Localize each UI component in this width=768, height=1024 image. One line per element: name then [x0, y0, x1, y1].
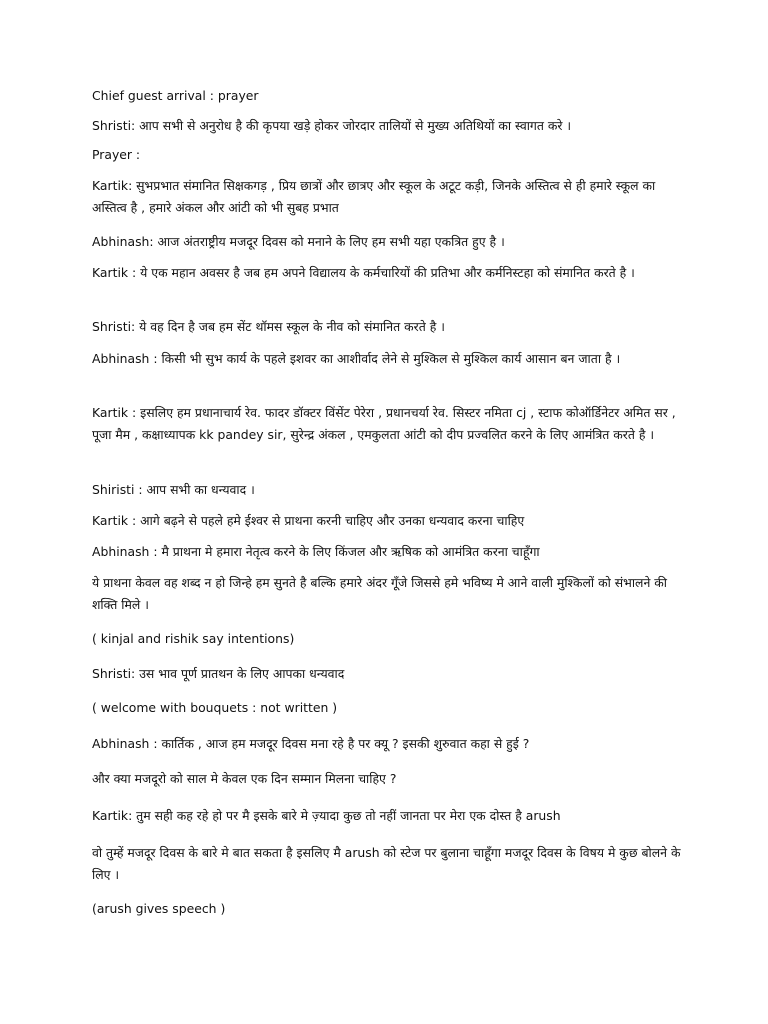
paragraph-workers-respect-question: और क्या मजदूरो को साल मे केवल एक दिन सम्मान मिलना चाहिए ?	[92, 771, 397, 786]
paragraph-abhinash-question: Abhinash : कार्तिक , आज हम मजदूर दिवस मना रहे है पर क्यू ? इसकी शुरुवात कहा से हुई ?	[92, 736, 530, 751]
paragraph-arush-speech: (arush gives speech )	[92, 901, 226, 916]
paragraph-chief-guest-arrival: Chief guest arrival : prayer	[92, 88, 259, 103]
paragraph-kinjal-rishik-intentions: ( kinjal and rishik say intentions)	[92, 631, 295, 646]
paragraph-kartik-before-moving: Kartik : आगे बढ़ने से पहले हमे ईश्वर से प्राथना करनी चाहिए और उनका धन्यवाद करना चाहिए	[92, 513, 525, 528]
paragraph-abhinash-invite-prayer: Abhinash : मै प्राथना मे हमारा नेतृत्व करने के लिए किंजल और ऋषिक को आमंत्रित करना चाहूँगा	[92, 544, 540, 559]
paragraph-kartik-great-occasion: Kartik : ये एक महान अवसर है जब हम अपने विद्यालय के कर्मचारियों की प्रतिभा और कर्मनिस्टहा को संमानित करते है ।	[92, 265, 635, 280]
paragraph-prayer-words: ये प्राथना केवल वह शब्द न हो जिन्हे हम सुनते है बल्कि हमारे अंदर गूँजे जिससे हमे भविष्य मे आने वाली मुश्किलों को संभालने की शक्ति मिले ।	[92, 575, 667, 612]
paragraph-shristi-thanks-prayer: Shristi: उस भाव पूर्ण प्रातथन के लिए आपका धन्यवाद	[92, 666, 345, 681]
paragraph-shristi-welcome: Shristi: आप सभी से अनुरोध है की कृपया खड़े होकर जोरदार तालियों से मुख्य अतिथियों का स्वागत करे ।	[92, 118, 572, 133]
paragraph-shristi-foundation: Shristi: ये वह दिन है जब हम सेंट थॉमस स्कूल के नीव को संमानित करते है ।	[92, 319, 445, 334]
paragraph-invite-arush: वो तुम्हें मजदूर दिवस के बारे मे बात सकता है इसलिए मै arush को स्टेज पर बुलाना चाहूँगा मजदूर दिवस के विषय मे कुछ बोलने के लिए ।	[92, 845, 681, 882]
paragraph-abhinash-labour-day: Abhinash: आज अंतराष्ट्रीय मजदूर दिवस को मनाने के लिए हम सभी यहा एकत्रित हुए है ।	[92, 234, 505, 249]
paragraph-shiristi-thanks: Shiristi : आप सभी का धन्यवाद ।	[92, 482, 255, 497]
paragraph-kartik-good-morning: Kartik: सुभप्रभात संमानित सिक्षकगड़ , प्रिय छात्रों और छात्रए और स्कूल के अटूट कड़ी, जिनके अस्तित्व से ही हमारे स्कूल का अस्तित्व है , हमारे अंकल और आंटी को भी सुबह प्रभात	[92, 178, 656, 215]
paragraph-kartik-friend-arush: Kartik: तुम सही कह रहे हो पर मै इसके बारे मे ज़्यादा कुछ तो नहीं जानता पर मेरा एक दोस्त है arush	[92, 808, 561, 823]
paragraph-abhinash-blessing: Abhinash : किसी भी सुभ कार्य के पहले इशवर का आशीर्वाद लेने से मुश्किल से मुश्किल कार्य आसान बन जाता है ।	[92, 351, 621, 366]
paragraph-welcome-bouquets: ( welcome with bouquets : not written )	[92, 700, 338, 715]
paragraph-prayer-heading: Prayer :	[92, 147, 141, 162]
paragraph-kartik-lamp-lighting: Kartik : इसलिए हम प्रधानाचार्य रेव. फादर डॉक्टर विंसेंट पेरेरा , प्रधानचर्या रेव. सिस्टर नमिता cj , स्टाफ कोऑर्डिनेटर अमित सर , पूजा मैम , कक्षाध्यापक kk pandey sir, सुरेन्द्र अंकल , एमकुलता आंटी को दीप प्रज्वलित करने के लिए आमंत्रित करते है ।	[92, 405, 676, 442]
